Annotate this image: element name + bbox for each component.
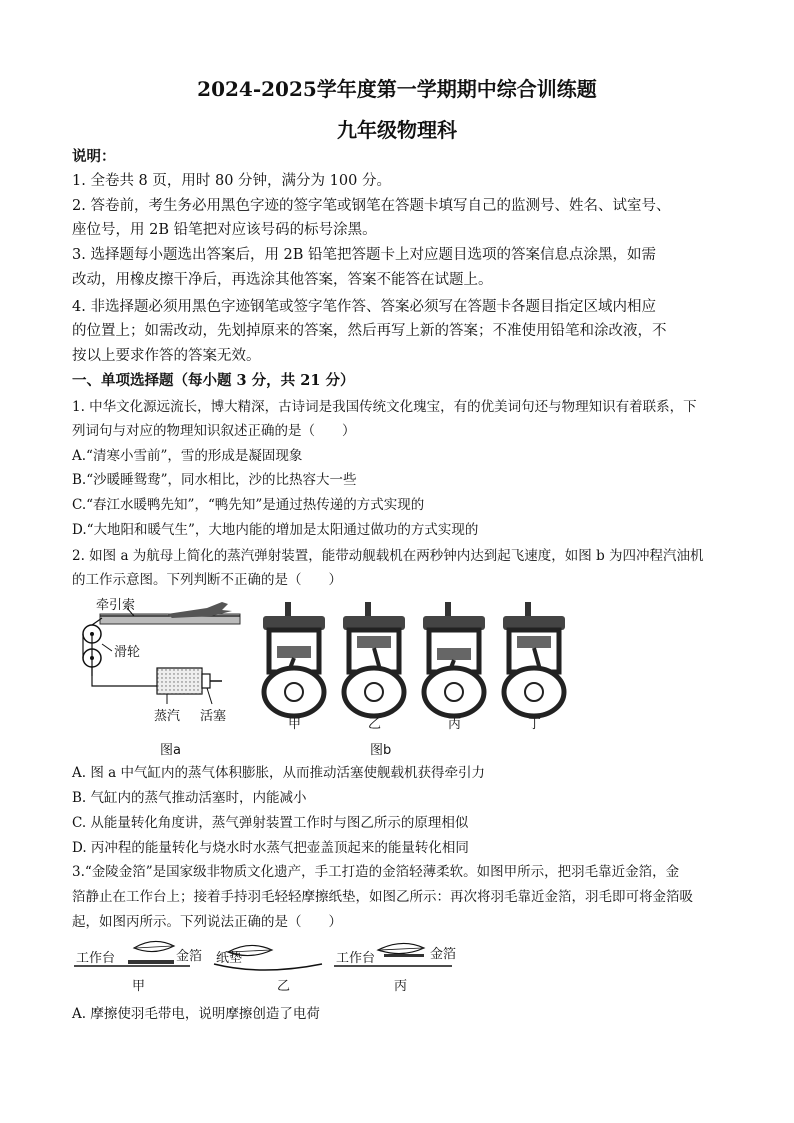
instruction-line: 按以上要求作答的答案无效。: [72, 348, 261, 364]
label-rope: 牵引索: [96, 598, 136, 613]
exam-subtitle: 九年级物理科: [337, 118, 457, 142]
label-table: 工作台: [76, 951, 116, 966]
panel-caption: 丙: [394, 979, 408, 994]
question-stem: 列词句与对应的物理知识叙述正确的是（ ）: [72, 423, 356, 439]
panel-jia: [74, 941, 202, 994]
stroke-label: 甲: [288, 717, 302, 732]
engine-stroke-yi: [343, 602, 405, 716]
question-stem: 起，如图丙所示。下列说法正确的是（ ）: [72, 914, 342, 930]
option-d: D.“大地阳和暖气生”，大地内能的增加是太阳通过做功的方式实现的: [72, 522, 479, 538]
stroke-label: 丙: [448, 717, 462, 732]
exam-title: 2024-2025学年度第一学期期中综合训练题: [197, 77, 597, 101]
figure-a-caption: 图a: [160, 743, 181, 758]
section-heading: 一、单项选择题（每小题 3 分，共 21 分）: [72, 372, 355, 389]
figure-b-caption: 图b: [370, 743, 392, 758]
engine-stroke-bing: [423, 602, 485, 716]
instructions-heading: 说明：: [72, 148, 116, 165]
question-stem: 箔静止在工作台上；接着手持羽毛轻轻摩擦纸垫，如图乙所示：再次将羽毛靠近金箔，羽毛即可将金箔吸: [72, 889, 693, 905]
option-b: B. 气缸内的蒸气推动活塞时，内能减小: [72, 790, 307, 806]
panel-caption: 甲: [132, 979, 146, 994]
question-stem: 3.“金陵金箔”是国家级非物质文化遗产，手工打造的金箔轻薄柔软。如图甲所示，把羽毛靠近金箔，金: [72, 864, 680, 880]
option-a: A. 图 a 中气缸内的蒸气体积膨胀，从而推动活塞使舰载机获得牵引力: [72, 765, 485, 781]
option-c: C. 从能量转化角度讲，蒸气弹射装置工作时与图乙所示的原理相似: [72, 815, 469, 831]
instruction-line: 1. 全卷共 8 页，用时 80 分钟，满分为 100 分。: [72, 173, 391, 189]
label-piston: 活塞: [200, 709, 227, 724]
instruction-line: 的位置上；如需改动，先划掉原来的答案，然后再写上新的答案；不准使用铅笔和涂改液，不: [72, 323, 667, 339]
question-stem: 的工作示意图。下列判断不正确的是（ ）: [72, 572, 342, 588]
instruction-line: 改动，用橡皮擦干净后，再选涂其他答案，答案不能答在试题上。: [72, 272, 493, 288]
engine-stroke-jia: [263, 602, 325, 716]
stroke-label: 丁: [528, 717, 542, 732]
gold-foil-figure: [72, 936, 472, 998]
panel-yi: [214, 945, 322, 994]
option-d: D. 丙冲程的能量转化与烧水时水蒸气把壶盖顶起来的能量转化相同: [72, 840, 469, 856]
instruction-line: 2. 答卷前，考生务必用黑色字迹的签字笔或钢笔在答题卡填写自己的监测号、姓名、试室号、: [72, 198, 671, 214]
instruction-line: 4. 非选择题必须用黑色字迹钢笔或签字笔作答、答案必须写在答题卡各题目指定区域内相应: [72, 299, 656, 315]
option-a: A.“清寒小雪前”，雪的形成是凝固现象: [72, 448, 303, 464]
label-foil: 金箔: [176, 949, 203, 964]
panel-bing: [334, 943, 456, 994]
label-table: 工作台: [336, 951, 376, 966]
label-steam: 蒸汽: [154, 709, 181, 724]
label-foil: 金箔: [430, 947, 457, 962]
option-b: B.“沙暖睡鸳鸯”，同水相比，沙的比热容大一些: [72, 472, 357, 488]
engine-stroke-ding: [503, 602, 565, 716]
stroke-label: 乙: [368, 717, 382, 732]
question-stem: 1. 中华文化源远流长，博大精深，古诗词是我国传统文化瑰宝，有的优美词句还与物理知识有着联系，下: [72, 399, 697, 415]
option-a: A. 摩擦使羽毛带电，说明摩擦创造了电荷: [72, 1006, 320, 1022]
label-pulley: 滑轮: [114, 645, 141, 660]
option-c: C.“春江水暖鸭先知”，“鸭先知”是通过热传递的方式实现的: [72, 497, 425, 513]
label-paper-pad: 纸垫: [216, 951, 243, 966]
instruction-line: 座位号，用 2B 铅笔把对应该号码的标号涂黑。: [72, 222, 377, 238]
question-stem: 2. 如图 a 为航母上简化的蒸汽弹射装置，能带动舰载机在两秒钟内达到起飞速度，如图 b 为四冲程汽油机: [72, 548, 704, 564]
instruction-line: 3. 选择题每小题选出答案后，用 2B 铅笔把答题卡上对应题目选项的答案信息点涂黑，如需: [72, 247, 657, 263]
four-stroke-engine-figure: [255, 596, 575, 760]
panel-caption: 乙: [277, 979, 291, 994]
steam-catapult-figure: [72, 596, 252, 760]
